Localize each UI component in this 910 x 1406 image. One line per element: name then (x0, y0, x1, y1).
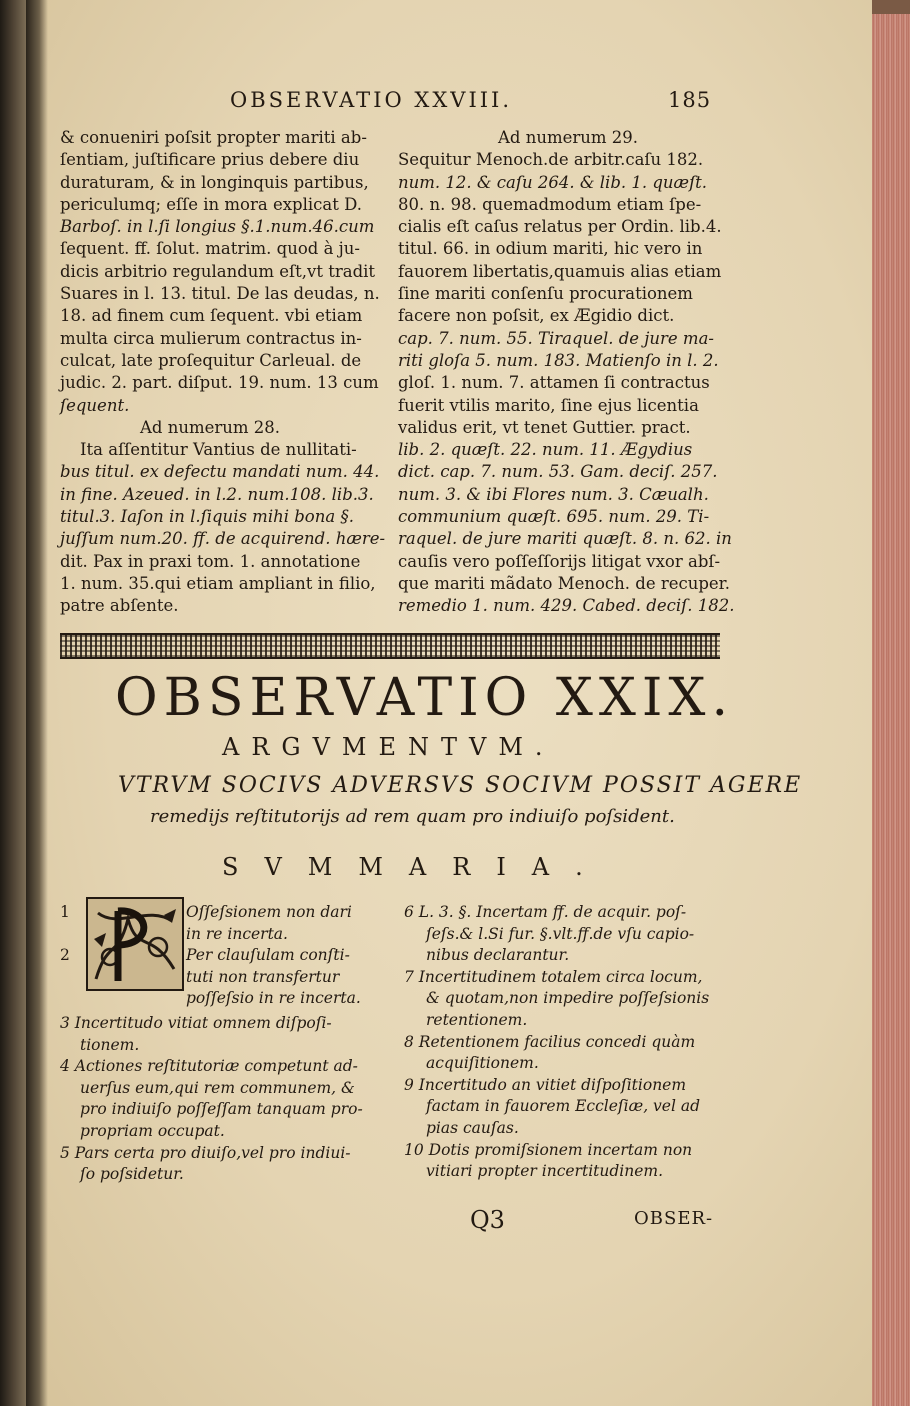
running-head: OBSERVATIO XXVIII. (230, 88, 513, 112)
page-number: 185 (668, 88, 712, 112)
text-line: riti gloſa 5. num. 183. Matienſo in l. 2. (398, 350, 719, 370)
text-line: lib. 2. quæſt. 22. num. 11. Ægydius (398, 440, 693, 460)
decorated-initial-icon (86, 897, 184, 991)
text-line: Suares in l. 13. titul. De las deudas, n. (60, 284, 380, 304)
text-line: validus erit, vt tenet Guttier. pract. (398, 417, 691, 437)
summary-entry: tionem. (80, 1035, 140, 1054)
text-line: cauſis vero poſſeſſorijs litigat vxor abſ- (398, 551, 721, 571)
section-heading: Ad numerum 28. (140, 417, 281, 437)
summary-list-right (404, 902, 709, 1183)
summary-numbers (60, 902, 70, 967)
summary-entry: 10 Dotis promiſsionem incertam non (404, 1140, 693, 1159)
summary-entry: propriam occupat. (80, 1121, 225, 1140)
section-heading: Ad numerum 29. (498, 128, 639, 147)
cover-edge (872, 0, 910, 14)
summary-entry: ſeſs.& l.Si fur. §.vlt.ff.de vſu capio- (426, 924, 695, 943)
page-block-edge (872, 0, 910, 1406)
ornamental-band (60, 633, 720, 659)
summary-entry: 7 Incertitudinem totalem circa locum, (404, 967, 703, 986)
summary-entry: factam in fauorem Eccleſiæ, vel ad (426, 1097, 701, 1116)
text-line: dit. Pax in praxi tom. 1. annotatione (60, 551, 361, 571)
summary-entry: acquiſitionem. (426, 1054, 539, 1073)
summary-entry: nibus declarantur. (426, 946, 570, 965)
text-line: bus titul. ex defectu mandati num. 44. (60, 462, 380, 482)
summary-entry: uerſus eum,qui rem communem, & (80, 1078, 355, 1097)
argumentum-heading: ARGVMENTVM. (222, 733, 555, 761)
summary-entry: 5 Pars certa pro diuiſo,vel pro indiui- (60, 1143, 351, 1162)
text-line: judic. 2. part. diſput. 19. num. 13 cum (60, 373, 379, 393)
text-line: titul.3. Iaſon in l.ſiquis mihi bona §. (60, 507, 354, 527)
summary-entry: 4 Actiones reſtitutoriæ competunt ad- (60, 1057, 358, 1076)
text-line: ſentiam, juſtificare prius debere diu (60, 150, 360, 170)
text-line: raquel. de jure mariti quæſt. 8. n. 62. in (398, 529, 732, 549)
summary-number (60, 924, 70, 946)
text-line: juſſum num.20. ff. de acquirend. hære- (60, 529, 386, 549)
summary-entry: Per clauſulam conſti- (186, 946, 350, 965)
catchword: OBSER- (634, 1208, 714, 1229)
text-line: fauorem libertatis,quamuis alias etiam (398, 261, 722, 281)
text-line: dicis arbitrio regulandum eſt,vt tradit (60, 261, 376, 281)
text-line: num. 12. & caſu 264. & lib. 1. quæſt. (398, 172, 708, 192)
summary-entry: pro indiuiſo poſſeſſam tanquam pro- (80, 1100, 363, 1119)
text-line: que mariti mãdato Menoch. de recuper. (398, 573, 731, 593)
text-line: communium quæſt. 695. num. 29. Ti- (398, 507, 710, 527)
observatio-title: OBSERVATIO XXIX. (115, 668, 734, 728)
text-line: fuerit vtilis marito, ſine ejus licentia (398, 395, 699, 415)
summary-list-top (186, 902, 361, 1010)
text-line: Barboſ. in l.ſi longius §.1.num.46.cum (60, 217, 375, 237)
summary-list-left (60, 1013, 363, 1186)
text-line: ſequent. ff. ſolut. matrim. quod à ju- (60, 239, 361, 259)
summary-entry: tuti non transfertur (186, 967, 340, 986)
summary-number: 1 (60, 903, 70, 921)
text-line: Ita aſſentitur Vantius de nullitati- (80, 440, 357, 460)
gutter-shadow (26, 0, 48, 1406)
text-line: periculumq; eſſe in mora explicat D. (60, 194, 362, 214)
summary-entry: 6 L. 3. §. Incertam ff. de acquir. poſ- (404, 903, 687, 921)
signature-mark: Q3 (470, 1206, 505, 1234)
summary-entry: pias cauſas. (426, 1118, 519, 1137)
text-line: duraturam, & in longinquis partibus, (60, 172, 369, 192)
text-line: facere non poſsit, ex Ægidio dict. (398, 306, 675, 326)
summary-entry: ſo poſsidetur. (80, 1165, 184, 1184)
summary-entry: poſſeſsio in re incerta. (186, 989, 361, 1008)
summary-number: 2 (60, 946, 70, 965)
summary-entry: 9 Incertitudo an vitiet diſpoſitionem (404, 1075, 687, 1094)
argument-question: VTRVM SOCIVS ADVERSVS SOCIVM POSSIT AGERE (118, 773, 803, 798)
summary-entry: 3 Incertitudo vitiat omnem diſpoſi- (60, 1014, 332, 1032)
text-line: & conueniri poſsit propter mariti ab- (60, 128, 367, 147)
text-line: cap. 7. num. 55. Tiraquel. de jure ma- (398, 328, 714, 348)
summaria-heading: SVMMARIA. (222, 853, 609, 881)
text-line: patre abſente. (60, 596, 179, 616)
left-text-column (60, 127, 386, 618)
text-line: 18. ad finem cum ſequent. vbi etiam (60, 306, 363, 326)
text-line: culcat, late proſequitur Carleual. de (60, 350, 362, 370)
text-line: gloſ. 1. num. 7. attamen ſi contractus (398, 373, 710, 393)
right-text-column (398, 127, 738, 618)
text-line: cialis eſt caſus relatus per Ordin. lib.4. (398, 217, 722, 237)
text-line: ſine mariti conſenſu procurationem (398, 284, 693, 304)
argument-question-cont: remedijs reſtitutorijs ad rem quam pro indiuiſo poſsident. (150, 806, 675, 827)
text-line: in fine. Azeued. in l.2. num.108. lib.3. (60, 484, 374, 504)
text-line: 80. n. 98. quemadmodum etiam ſpe- (398, 194, 702, 214)
summary-entry: vitiari propter incertitudinem. (426, 1162, 664, 1181)
summary-entry: retentionem. (426, 1010, 528, 1029)
text-line: multa circa mulierum contractus in- (60, 328, 362, 348)
text-line: Sequitur Menoch.de arbitr.caſu 182. (398, 150, 704, 170)
text-line: remedio 1. num. 429. Cabed. deciſ. 182. (398, 596, 735, 616)
summary-entry: & quotam,non impedire poſſeſsionis (426, 989, 710, 1008)
text-line: 1. num. 35.qui etiam ampliant in filio, (60, 573, 376, 593)
text-line: dict. cap. 7. num. 53. Gam. deciſ. 257. (398, 462, 718, 482)
summary-entry: Oſſeſsionem non dari (186, 903, 352, 921)
summary-entry: 8 Retentionem facilius concedi quàm (404, 1032, 696, 1051)
summary-entry: in re incerta. (186, 924, 288, 943)
text-line: titul. 66. in odium mariti, hic vero in (398, 239, 703, 259)
text-line: ſequent. (60, 395, 130, 415)
text-line: num. 3. & ibi Flores num. 3. Cæualh. (398, 484, 709, 504)
